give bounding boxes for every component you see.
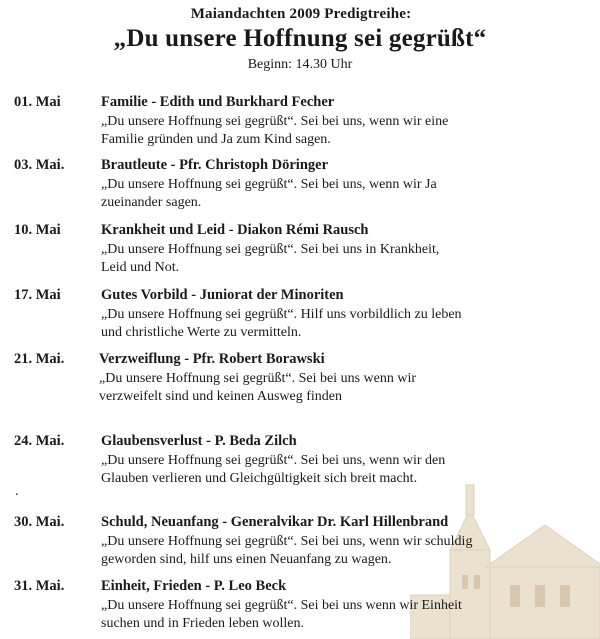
entry-date: 21. Mai. — [14, 351, 65, 367]
entry-text-line: „Du unsere Hoffnung sei gegrüßt“. Sei bei uns wenn wir — [99, 371, 417, 386]
entry-title: Schuld, Neuanfang - Generalvikar Dr. Karl Hillenbrand — [101, 514, 449, 530]
entry-title: Verzweiflung - Pfr. Robert Borawski — [99, 351, 325, 367]
entry-text-line: „Du unsere Hoffnung sei gegrüßt“. Sei bei uns, wenn wir eine — [101, 114, 449, 129]
header — [0, 6, 600, 73]
entry-date: 24. Mai. — [14, 433, 65, 449]
entry-text-line: „Du unsere Hoffnung sei gegrüßt“. Sei bei uns, wenn wir schuldig — [101, 534, 473, 549]
entry-text-line: geworden sind, hilf uns einen Neuanfang zu wagen. — [101, 552, 392, 567]
entry-text — [99, 370, 539, 406]
entry-title: Gutes Vorbild - Juniorat der Minoriten — [101, 287, 344, 303]
header-subtitle: Maiandachten 2009 Predigtreihe: — [190, 6, 412, 22]
entry-title: Einheit, Frieden - P. Leo Beck — [101, 578, 287, 594]
entry-text-line: Glauben verlieren und Gleichgültigkeit sich breit macht. — [101, 471, 418, 486]
stray-mark: . — [15, 484, 19, 499]
entry-text — [101, 176, 541, 212]
start-time: Beginn: 14.30 Uhr — [247, 57, 353, 72]
entry-text-line: suchen und in Frieden leben wollen. — [101, 616, 304, 631]
entry-title: Familie - Edith und Burkhard Fecher — [101, 94, 335, 110]
entry-text-line: verzweifelt sind und keinen Ausweg finden — [99, 389, 342, 404]
entry-text — [101, 533, 541, 569]
entry-text — [101, 306, 541, 342]
entry-text-line: „Du unsere Hoffnung sei gegrüßt“. Sei bei uns, wenn wir Ja — [101, 177, 437, 192]
entry-text — [101, 241, 541, 277]
entry-text — [101, 452, 541, 488]
entry-title: Glaubensverlust - P. Beda Zilch — [101, 433, 297, 449]
entry-text — [101, 113, 541, 149]
entry-text-line: Leid und Not. — [101, 260, 180, 275]
entry-title: Krankheit und Leid - Diakon Rémi Rausch — [101, 222, 369, 238]
entry-date: 10. Mai — [14, 222, 61, 238]
entry-text-line: „Du unsere Hoffnung sei gegrüßt“. Hilf uns vorbildlich zu leben — [101, 307, 462, 322]
entry-title: Brautleute - Pfr. Christoph Döringer — [101, 157, 329, 173]
entry-text-line: und christliche Werte zu vermitteln. — [101, 325, 302, 340]
entry-text — [101, 597, 541, 633]
entry-date: 17. Mai — [14, 287, 61, 303]
entry-date: 01. Mai — [14, 94, 61, 110]
entry-text-line: „Du unsere Hoffnung sei gegrüßt“. Sei bei uns wenn wir Einheit — [101, 598, 462, 613]
entry-text-line: „Du unsere Hoffnung sei gegrüßt“. Sei bei uns in Krankheit, — [101, 242, 440, 257]
entry-text-line: „Du unsere Hoffnung sei gegrüßt“. Sei bei uns, wenn wir den — [101, 453, 446, 468]
entry-text-line: Familie gründen und Ja zum Kind sagen. — [101, 132, 331, 147]
entry-date: 30. Mai. — [14, 514, 65, 530]
entry-text-line: zueinander sagen. — [101, 195, 202, 210]
entry-date: 31. Mai. — [14, 578, 65, 594]
page-title: „Du unsere Hoffnung sei gegrüßt“ — [113, 25, 487, 52]
entry-date: 03. Mai. — [14, 157, 65, 173]
